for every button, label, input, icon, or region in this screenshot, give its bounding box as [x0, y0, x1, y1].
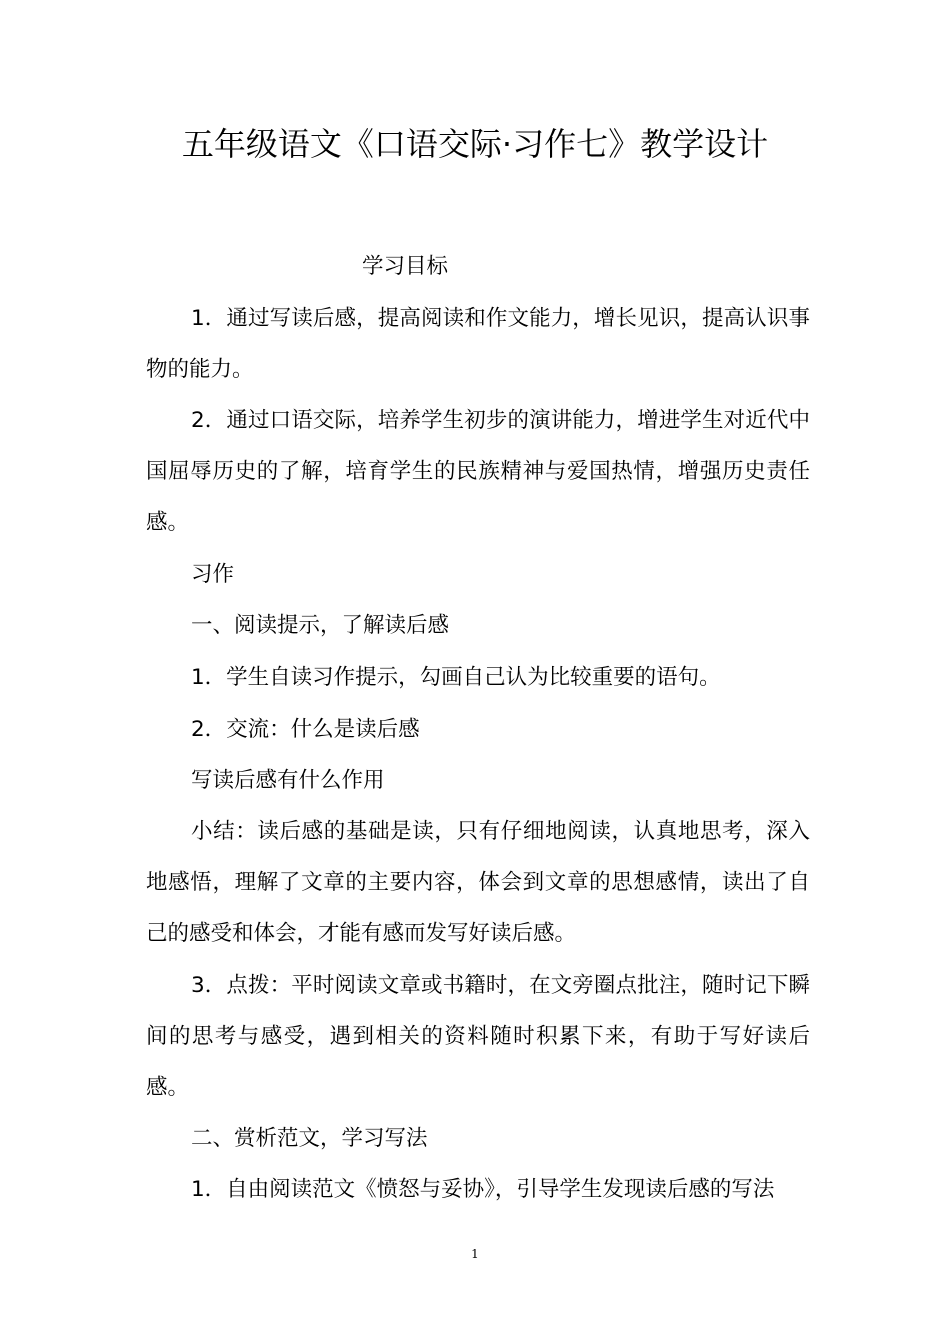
paragraph-heading-writing: 习作	[191, 562, 235, 587]
paragraph-summary: 小结：读后感的基础是读，只有仔细地阅读，认真地思考，深入地感悟，理解了文章的主要内容，体会到文章的思想感情，读出了自己的感受和体会，才能有感而发写好读后感。	[146, 819, 810, 946]
paragraph-step-2-question: 写读后感有什么作用	[191, 768, 385, 793]
document-title: 五年级语文《口语交际·习作七》教学设计	[181, 125, 769, 163]
paragraph-section-1-heading: 一、阅读提示，了解读后感	[191, 613, 450, 638]
page-number: 1	[471, 1247, 479, 1261]
section-heading-learning-goals: 学习目标	[362, 254, 449, 279]
paragraph-step-3: 3．点拨：平时阅读文章或书籍时，在文旁圈点批注，随时记下瞬间的思考与感受，遇到相关的资料随时积累下来，有助于写好读后感。	[146, 973, 810, 1100]
paragraph-step-2: 2．交流：什么是读后感	[191, 717, 420, 742]
paragraph-step-1: 1．学生自读习作提示，勾画自己认为比较重要的语句。	[191, 665, 721, 690]
paragraph-section-2-step-1: 1．自由阅读范文《愤怒与妥协》，引导学生发现读后感的写法	[191, 1177, 775, 1202]
paragraph-section-2-heading: 二、赏析范文，学习写法	[191, 1126, 428, 1151]
paragraph-goal-2: 2．通过口语交际，培养学生初步的演讲能力，增进学生对近代中国屈辱历史的了解，培育学生的民族精神与爱国热情，增强历史责任感。	[146, 408, 810, 535]
paragraph-goal-1: 1．通过写读后感，提高阅读和作文能力，增长见识，提高认识事物的能力。	[146, 306, 810, 382]
